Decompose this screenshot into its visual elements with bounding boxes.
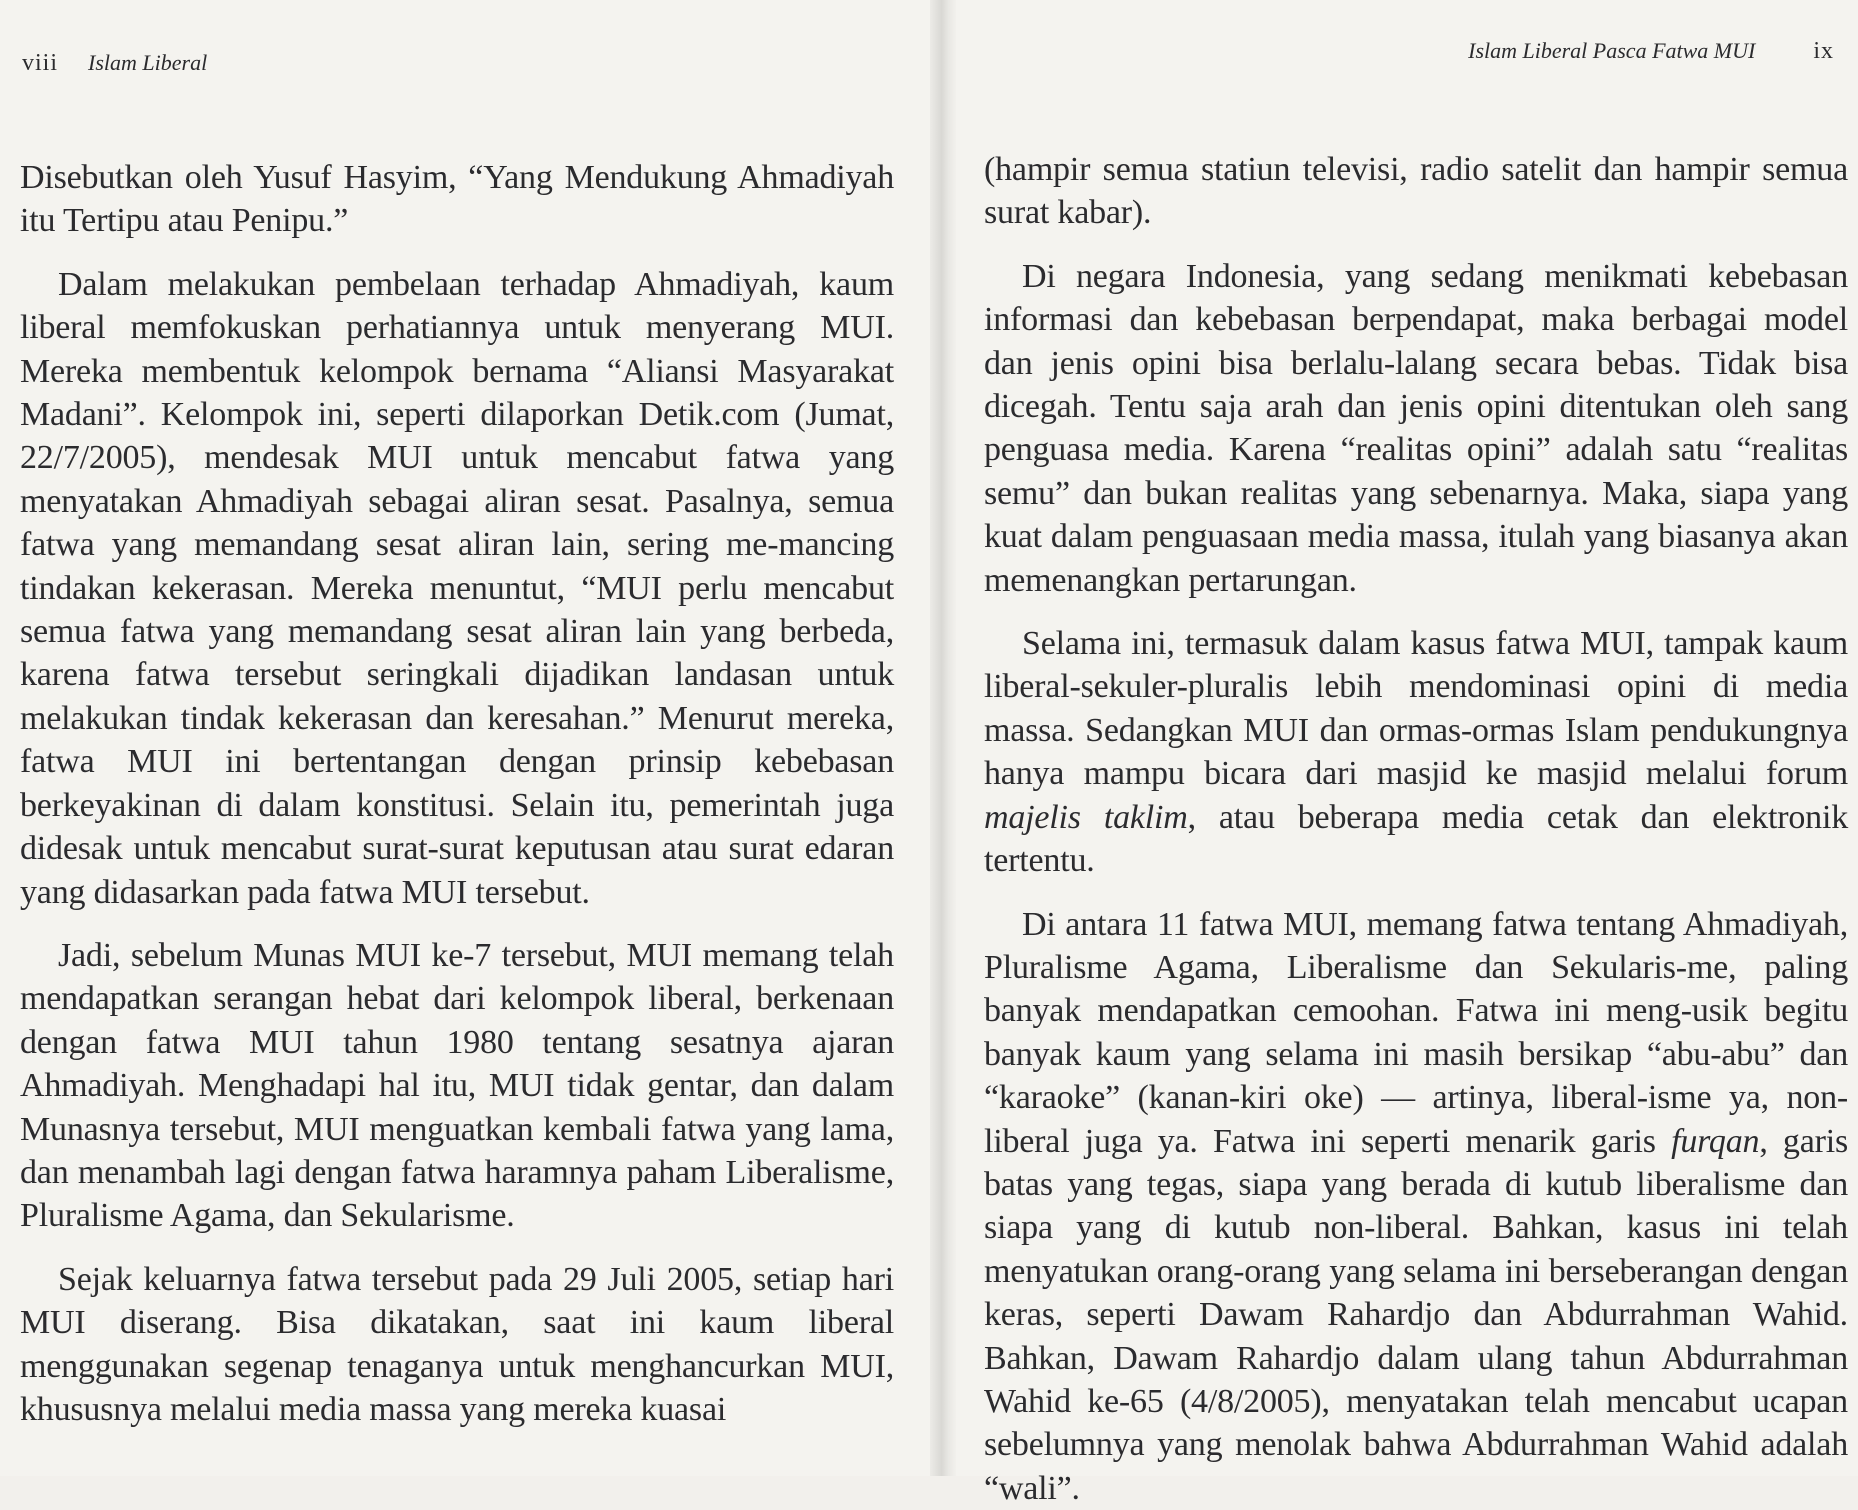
left-paragraph-3: Jadi, sebelum Munas MUI ke-7 tersebut, MUI memang telah mendapatkan serangan hebat dari kelompok liberal, berkenaan dengan fatwa MUI tahun 1980 tentang sesatnya ajaran Ahmadiyah. Menghadapi hal itu, MUI tidak gentar, dan dalam Munasnya tersebut, MUI menguatkan kembali fatwa yang lama, dan menambah lagi dengan fatwa haramnya paham Liberalisme, Pluralisme Agama, dan Sekularisme. <box>20 934 894 1238</box>
right-page-number: ix <box>1813 38 1834 65</box>
right-page-header <box>984 38 1848 78</box>
left-page-number: viii <box>22 50 58 77</box>
right-paragraph-1: (hampir semua statiun televisi, radio satelit dan hampir semua surat kabar). <box>984 148 1848 235</box>
right-paragraph-2: Di negara Indonesia, yang sedang menikmati kebebasan informasi dan kebebasan berpendapat, maka berbagai model dan jenis opini bisa berlalu-lalang secara bebas. Tidak bisa dicegah. Tentu saja arah dan jenis opini ditentukan oleh sang penguasa media. Karena “realitas opini” adalah satu “realitas semu” dan bukan realitas yang sebenarnya. Maka, siapa yang kuat dalam penguasaan media massa, itulah yang biasanya akan memenangkan pertarungan. <box>984 255 1848 602</box>
right-paragraph-3-before: Selama ini, termasuk dalam kasus fatwa MUI, tampak kaum liberal-sekuler-pluralis lebih mendominasi opini di media massa. Sedangkan MUI dan ormas-ormas Islam pendukungnya hanya mampu bicara dari masjid ke masjid melalui forum <box>984 625 1848 792</box>
left-page <box>0 0 940 1476</box>
left-running-title: Islam Liberal <box>88 50 207 76</box>
right-paragraph-3-italic: majelis taklim <box>984 799 1188 836</box>
right-page <box>940 0 1858 1476</box>
right-running-title: Islam Liberal Pasca Fatwa MUI <box>1468 38 1755 64</box>
left-paragraph-1: Disebutkan oleh Yusuf Hasyim, “Yang Mendukung Ahmadiyah itu Tertipu atau Penipu.” <box>20 156 894 243</box>
right-paragraph-3-after: , atau beberapa media cetak dan elektronik tertentu. <box>984 799 1848 879</box>
book-gutter <box>930 0 956 1476</box>
right-paragraph-3 <box>984 622 1848 882</box>
left-paragraph-4: Sejak keluarnya fatwa tersebut pada 29 Juli 2005, setiap hari MUI diserang. Bisa dikatakan, saat ini kaum liberal menggunakan segenap tenaganya untuk menghancurkan MUI, khususnya melalui media massa yang mereka kuasai <box>20 1258 894 1432</box>
right-paragraph-4-italic: furqan <box>1671 1123 1759 1160</box>
right-paragraph-4-before: Di antara 11 fatwa MUI, memang fatwa tentang Ahmadiyah, Pluralisme Agama, Liberalisme dan Sekularis-me, paling banyak mendapatkan cemoohan. Fatwa ini meng-usik begitu banyak kaum yang selama ini masih bersikap “abu-abu” dan “karaoke” (kanan-kiri oke) — artinya, liberal-isme ya, non-liberal juga ya. Fatwa ini seperti menarik garis <box>984 906 1848 1160</box>
left-paragraph-2: Dalam melakukan pembelaan terhadap Ahmadiyah, kaum liberal memfokuskan perhatiannya untuk menyerang MUI. Mereka membentuk kelompok bernama “Aliansi Masyarakat Madani”. Kelompok ini, seperti dilaporkan Detik.com (Jumat, 22/7/2005), mendesak MUI untuk mencabut fatwa yang menyatakan Ahmadiyah sebagai aliran sesat. Pasalnya, semua fatwa yang memandang sesat aliran lain, sering me-mancing tindakan kekerasan. Mereka menuntut, “MUI perlu mencabut semua fatwa yang memandang sesat aliran lain yang berbeda, karena fatwa tersebut seringkali dijadikan landasan untuk melakukan tindak kekerasan dan keresahan.” Menurut mereka, fatwa MUI ini bertentangan dengan prinsip kebebasan berkeyakinan di dalam konstitusi. Selain itu, pemerintah juga didesak untuk mencabut surat-surat keputusan atau surat edaran yang didasarkan pada fatwa MUI tersebut. <box>20 263 894 914</box>
left-page-header <box>20 50 894 90</box>
right-paragraph-4-after: , garis batas yang tegas, siapa yang berada di kutub liberalisme dan siapa yang di kutub non-liberal. Bahkan, kasus ini telah menyatukan orang-orang yang selama ini berseberangan dengan keras, seperti Dawam Rahardjo dan Abdurrahman Wahid. Bahkan, Dawam Rahardjo dalam ulang tahun Abdurrahman Wahid ke-65 (4/8/2005), menyatakan telah mencabut ucapan sebelumnya yang menolak bahwa Abdurrahman Wahid adalah “wali”. <box>984 1123 1848 1507</box>
right-paragraph-4 <box>984 903 1848 1510</box>
